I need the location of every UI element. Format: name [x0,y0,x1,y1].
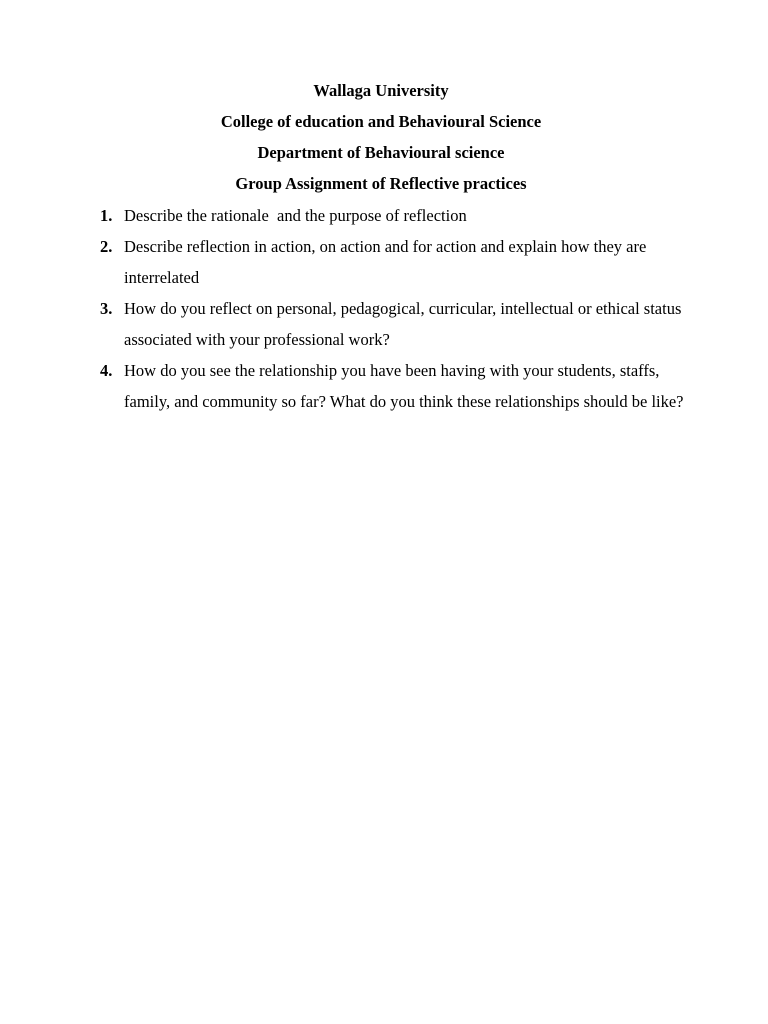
question-text: How do you see the relationship you have been having with your students, staffs, family, and community so far? What do you think these relationships should be like? [124,361,684,411]
assignment-title: Group Assignment of Reflective practices [235,174,527,193]
question-number: 2. [100,237,113,256]
question-text: Describe reflection in action, on action and for action and explain how they are interrelated [124,237,647,287]
university-name: Wallaga University [313,81,449,100]
question-item [100,231,700,293]
college-name: College of education and Behavioural Science [220,112,542,131]
document-header [0,75,762,199]
question-text: Describe the rationale and the purpose of reflection [124,206,467,225]
question-number: 1. [100,206,113,225]
question-number: 4. [100,361,113,380]
department-name: Department of Behavioural science [257,143,505,162]
question-list [100,200,700,417]
question-item [100,200,700,231]
question-number: 3. [100,299,113,318]
question-text: How do you reflect on personal, pedagogical, curricular, intellectual or ethical status associated with your professional work? [124,299,682,349]
question-item [100,355,700,417]
question-item [100,293,700,355]
